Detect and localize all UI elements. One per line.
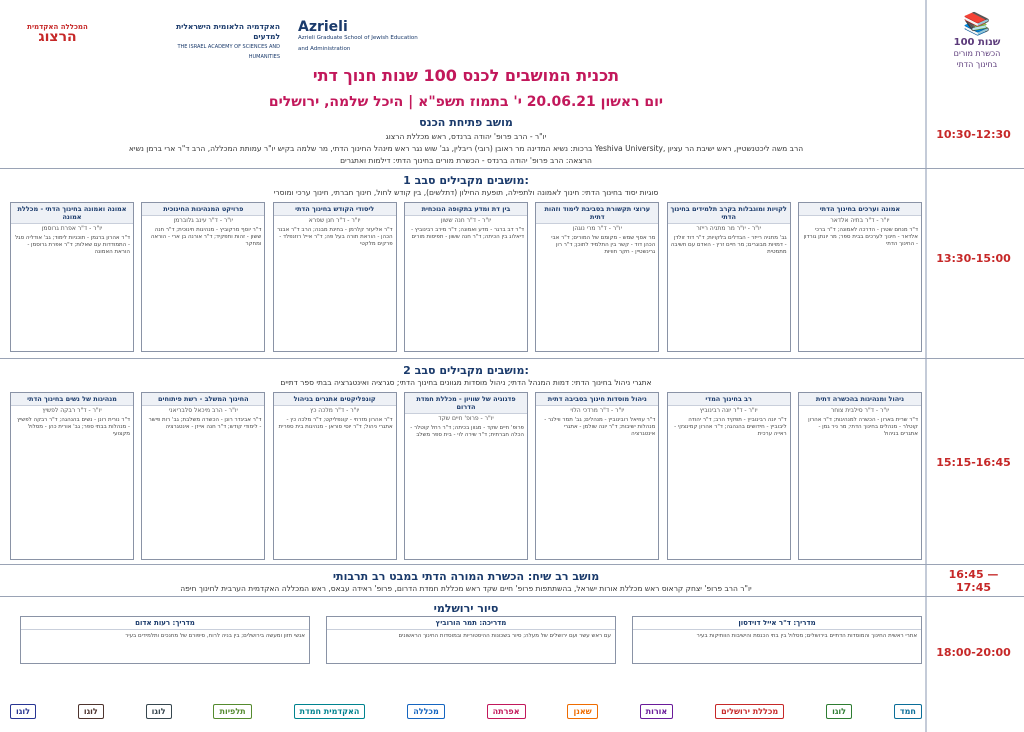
azrieli-sub: Azrieli Graduate School of Jewish Education and Administration (298, 35, 418, 52)
sponsor-logo: לוגו (10, 704, 36, 719)
session-body: מר אסף שמש - מקומם של המורים; ד"ר אבי הכהן דוד - קשר בין התלמיד לתוכן; ד"ר רון גרינשטיין - חקר חוויות (551, 235, 656, 255)
program-logo (945, 12, 1009, 70)
opening-chair: יו"ר - הרב פרופ' יהודה ברנדס, ראש מכללת הרצוג (385, 132, 547, 141)
session-chair: יו"ר - ד"ר מרי נוגהן (572, 225, 622, 232)
azrieli-logo (298, 19, 428, 54)
tour-box (326, 616, 616, 664)
session-box (404, 202, 528, 352)
session-title: החינוך המשלב - רשת פיתוחים (142, 393, 264, 406)
sponsor-logo: מכללת ירושלים (715, 704, 784, 719)
tour-guide: מדריך: רעות אדום (21, 617, 309, 630)
session-chair: יו"ר - פרופ' חיים שקד (438, 415, 494, 422)
sponsor-logo: לוגו (146, 704, 172, 719)
divider (0, 168, 1024, 169)
session-chair: יו"ר - ד"ר רבקה לפשיץ (42, 407, 102, 414)
session-box (667, 392, 791, 560)
session-title: אמונה ואמונה בחינוך הדתי - מכללת אמונה (11, 203, 133, 224)
herzog-logo (20, 22, 95, 45)
tour-desc: עם ראש עשר ועם ירושלים של מעלה; סיור בשכונות ההיסטוריות ובמוסדות החינוך הראשונים (398, 633, 611, 639)
sponsor-logo: אפרתה (487, 704, 526, 719)
tour-desc: אנשי חזון ומעשה בירושלים; בין בניה לרוח, סיפורם של מחנכים ותלמידים בעיר (125, 633, 305, 639)
session-box (667, 202, 791, 352)
time-column (925, 0, 1024, 732)
session-box (798, 202, 922, 352)
session-title: לקויות ומוגבלות בקרב תלמידים בחינוך הדתי (668, 203, 790, 224)
session-title: ניהול ומנהיגות בהכשרה דתית (799, 393, 921, 406)
round2-desc: אתגרי ניהול בחינוך הדתי: דמות המנהל הדתי; ניהול מוסדות מגוונים בחינוך הדתי; סגרציה ואינטגרציה בבתי ספר דתיים (280, 378, 652, 387)
session-title: אמונה וערכים בחינוך הדתי (799, 203, 921, 216)
time-slot-3: 15:15-16:45 (936, 456, 1011, 469)
session-chair: יו"ר - ד"ר בתיה אלדאר (830, 217, 890, 224)
page-title: תכנית המושבים לכנס 100 שנות חנוך דתי (312, 66, 620, 85)
opening-lecture: הרצאה: הרב פרופ' יהודה ברנדס - הכשרת מורים בחינוך הדתי: דילמות ואתגרים (340, 156, 592, 165)
session-chair: יו"ר - ד"ר חנה ששון (440, 217, 492, 224)
tour-guide: מדריך: ד"ר אייל דוידסון (633, 617, 921, 630)
session-box (273, 392, 397, 560)
time-slot-1: 10:30-12:30 (936, 128, 1011, 141)
round1-desc: סוגיות יסוד בחינוך הדתי: חינוך לאמונה ולתפילה, תופעת החילון (דתלשים), בין קודש לחול, חינוך חברתי, חינוך ערכי ומוסרי (273, 188, 659, 197)
session-title: ניהול מוסדות חינוך בסביבה דתית (536, 393, 658, 406)
sponsor-logo: לוגו (78, 704, 104, 719)
session-body: ד"ר אהרון מזרחי - קונפליקט; ד"ר מלכה כץ - אתגרי ניהול; ד"ר יוסי סוראן - מנהיגות בית ספרית (278, 417, 393, 430)
session-box (798, 392, 922, 560)
sponsor-logo: לוגו (826, 704, 852, 719)
tour-guide: מדריכה: תמר הורוביץ (327, 617, 615, 630)
session-title: ערוצי תקשורת בסביבת לימוד וזהות דתית (536, 203, 658, 224)
tour-box (20, 616, 310, 664)
program-logo-line1: 100 שנות (953, 37, 1001, 48)
session-body: ד"ר אהרון ברגמן - תוכניות לימוד; גב' אודליה סגל - התמודדות עם שאלות; ד"ר אפרת גרוסמן - הוראת האמונה (15, 235, 130, 255)
session-chair: יו"ר - ד"ר מרדכי הלוי (570, 407, 625, 414)
page-subtitle: יום ראשון 20.06.21 י' בתמוז תשפ"א | היכל שלמה, ירושלים (268, 94, 664, 110)
session-title: קונפליקטים אתגרים בניהול (274, 393, 396, 406)
round2-head: מושבים מקבילים סבב 2: (403, 364, 529, 377)
time-slot-2: 13:30-15:00 (936, 252, 1011, 265)
sponsor-logo: מכללה (407, 704, 445, 719)
session-chair: יו"ר - ד"ר עינב גלוברמן (173, 217, 234, 224)
session-body: ד"ר נורית רונן - נשים בהנהגה; ד"ר רבקה לפשיץ - מנהלות בבתי ספר; גב' אורית כהן - מסלול מקצועי (17, 417, 130, 437)
session-chair: יו"ר - יו"ר מר מתניה רייזר (696, 225, 761, 232)
session-box (535, 202, 659, 352)
academy-logo (170, 22, 280, 62)
opening-head: מושב פתיחת הכנס (419, 116, 513, 129)
session-body: פרופ' חיים שקד - מגוון בכיתה; ד"ר רחל קוטלר - הכלה חברתית; ד"ר שירה לוי - בית ספר משלב (410, 425, 524, 438)
academy-name-en: THE ISRAEL ACADEMY OF SCIENCES AND HUMANITIES (177, 44, 280, 60)
special-line: יו"ר הרב פרופ' יצחק קראוס ראש מכללת אורות ישראל, בהשתתפות פרופ' חיים שקד ראש מכללת חמדת הדרום, פרופ' ראידה עבאס, ראש המכללה האקדמית הערבית לחינוך חיפה (180, 584, 752, 593)
session-body: ד"ר אביגדר רונן - הכשרה משלבת; גב' רות פישר - לימודי קודש; ד"ר חנה אייזן - אינטגרציה (148, 417, 262, 430)
sponsor-bar (10, 700, 922, 722)
azrieli-name: Azrieli (298, 19, 348, 35)
books-icon: 📚 (963, 12, 991, 37)
session-chair: יו"ר - ד"ר אפרת גרוסמן (41, 225, 103, 232)
tour-desc: אתרי ראשית החינוך והמוסדות הדתיים בירושלים; מסלול בין בתי הכנסת והישיבות הוותיקות בעיר (696, 633, 917, 639)
session-chair: יו"ר - ד"ר מלכה כץ (309, 407, 360, 414)
divider (0, 358, 1024, 359)
sponsor-logo: אורות (640, 704, 674, 719)
sponsor-logo: תלפיות (213, 704, 251, 719)
academy-name-he: האקדמיה הלאומית הישראלית למדעים (176, 22, 280, 41)
time-slot-4: 16:45 — 17:45 (948, 568, 999, 594)
session-body: ד"ר מנחם שטרן - הדרכה לאמונה; ד"ר ברכי אלדאר - חינוך לערכים בבית ספר; מר יונתן גורדון - החינוך הדתי (803, 227, 918, 247)
tour-box (632, 616, 922, 664)
header-logos (10, 8, 922, 60)
session-title: פדגוגיה של שוויון - מכללת חמדת הדרום (405, 393, 527, 414)
opening-greetings: ברכות: נשיא המדינה מר ראובן (רובי) ריבלין, גב' שוש נגר ראש מינהל החינוך הדתי, מר שלמה בקיש יו"ר עמותת המכללה, הרב ד"ר ארי ברמן נשיא Yeshiva University, הרב משה ליכטנשטיין, ראש ישיבת הר עציון (128, 144, 804, 153)
main-content (10, 8, 922, 728)
session-body: ד"ר אליעזר קלרמן - בחינת מבנה; הרב ד"ר אבנר הכהן - הוראת תורה בעל פה; ד"ר אייל רוזנפלד - פרקים מלקטי (277, 227, 393, 247)
herzog-name: הרצוג (38, 29, 77, 45)
tour-grid (20, 616, 922, 664)
round1-grid (10, 202, 922, 352)
session-box (10, 202, 134, 352)
session-title: ליסודי הקודש בחינוך הדתי (274, 203, 396, 216)
session-box (404, 392, 528, 560)
session-body: ד"ר דב ברגר - מדע ואמונה; ד"ר מירב רבינוביץ - דיאלוג בין הכיתה; ד"ר חנה ששון - תפיסות מורים (411, 227, 524, 240)
session-title: מנהיגות של נשים בחינוך הדתי (11, 393, 133, 406)
session-body: ד"ר יוסף מרקוביץ - מנהיגות חינוכית; ד"ר חנה ששון - זהות ותפקיד; ד"ר אורנה בן ארי - הוראה ומחקר (150, 227, 262, 247)
time-slot-5: 18:00-20:00 (936, 646, 1011, 659)
session-chair: יו"ר - ד"ר יונה רבינוביץ (699, 407, 758, 414)
session-title: רב בחינוך המדי (668, 393, 790, 406)
session-box (141, 392, 265, 560)
program-logo-line3: בחינוך הדתי (956, 60, 998, 69)
session-box (141, 202, 265, 352)
sponsor-logo: האקדמית חמדת (294, 704, 366, 719)
session-box (535, 392, 659, 560)
sponsor-logo: שאנן (567, 704, 597, 719)
session-body: ד"ר יונה רבינוביץ - תפקיד הרב; ד"ר יהודה ליבוביץ - חידושים בהנהגה; ד"ר אהרון קמינצקי - ראייה ערכית (674, 417, 787, 437)
divider (0, 596, 1024, 597)
session-box (273, 202, 397, 352)
round2-grid (10, 392, 922, 560)
session-box (10, 392, 134, 560)
program-logo-line2: הכשרת מורים (953, 49, 1001, 58)
tour-head: סיור ירושלמי (433, 602, 499, 615)
special-head: מושב רב שיח: הכשרת המורה הדתי במבט רב תרבותי (332, 570, 600, 583)
session-title: פרויקט המנהיגות החינוכית (142, 203, 264, 216)
round1-head: מושבים מקבילים סבב 1: (403, 174, 529, 187)
session-body: ד"ר שרית בארון - הכשרה למנהיגות; ד"ר אהרון קוטלר - מנהלים בחינוך הדתי; מר ניר גמן - אתגרים בניהול (808, 417, 918, 437)
session-body: גב' מתניה רייזר - הבדלים בלקויות; ד"ר דוד זולדן - דמויות מבוגרים; מר חיים זרץ - האדם עם חשיבה מתמטית (670, 235, 787, 255)
session-title: בין דת ומדע בתקופה הנוכחית (405, 203, 527, 216)
session-chair: יו"ר - ד"ר סילבית צוחר (830, 407, 890, 414)
session-body: ד"ר עוזיאל רובינוביץ - מנהלים; גב' תמר ווילנר - מנהלות ישיבות; ד"ר יונה שולמן - אתגרי אינטגרציה (544, 417, 656, 437)
session-chair: יו"ר - ד"ר חנן שפרא (308, 217, 361, 224)
session-chair: יו"ר - הרב מיכאל סלבריאני (168, 407, 238, 414)
sponsor-logo: חמד (894, 704, 922, 719)
herzog-sub: המכללה האקדמית (27, 23, 88, 31)
divider (0, 564, 1024, 565)
